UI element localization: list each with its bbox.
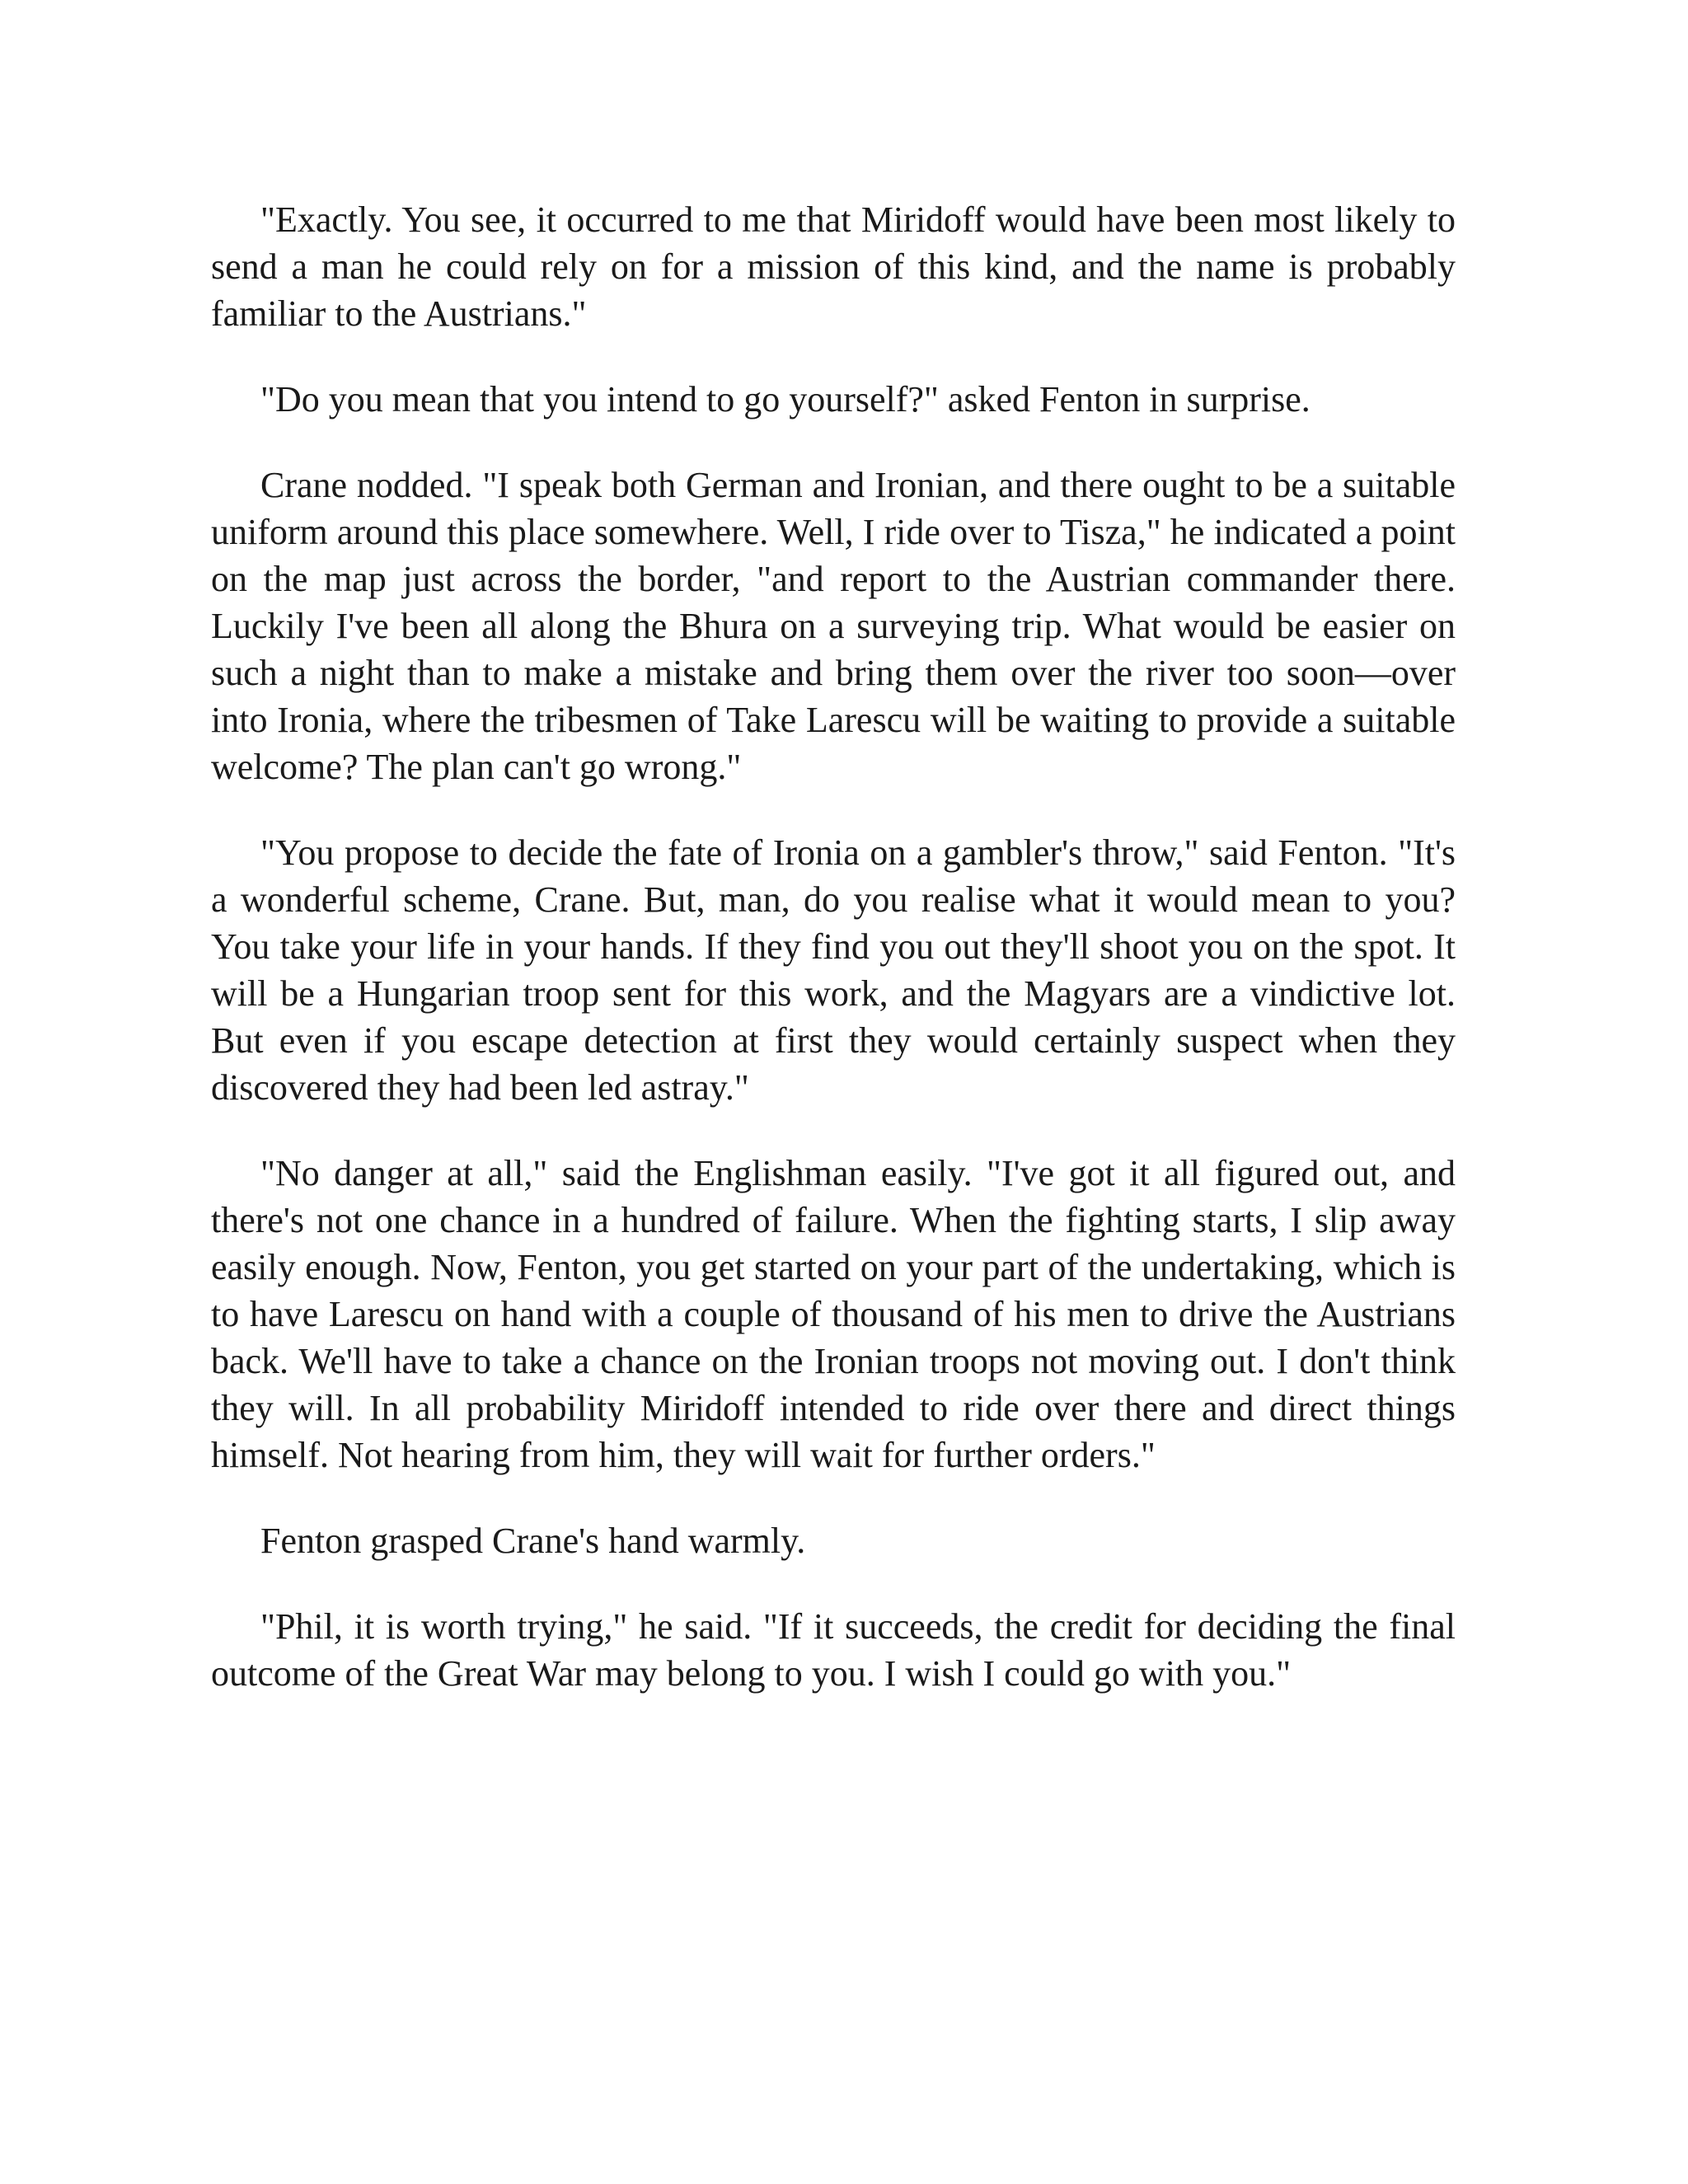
page-body <box>211 196 1456 1697</box>
paragraph-4: "You propose to decide the fate of Ironia on a gambler's throw," said Fenton. "It's a wonderful scheme, Crane. But, man, do you realise what it would mean to you? You take your life in your hands. If they find you out they'll shoot you on the spot. It will be a Hungarian troop sent for this work, and the Magyars are a vindictive lot. But even if you escape detection at first they would certainly suspect when they discovered they had been led astray." <box>211 832 1456 1108</box>
paragraph-3: Crane nodded. "I speak both German and Ironian, and there ought to be a suitable uniform around this place somewhere. Well, I ride over to Tisza," he indicated a point on the map just across the border, "and report to the Austrian commander there. Luckily I've been all along the Bhura on a surveying trip. What would be easier on such a night than to make a mistake and bring them over the river too soon—over into Ironia, where the tribesmen of Take Larescu will be waiting to provide a suitable welcome? The plan can't go wrong." <box>211 465 1456 787</box>
paragraph-1: "Exactly. You see, it occurred to me that Miridoff would have been most likely to send a man he could rely on for a mission of this kind, and the name is probably familiar to the Austrians." <box>211 199 1456 334</box>
paragraph-2: "Do you mean that you intend to go yourself?" asked Fenton in surprise. <box>260 379 1311 419</box>
paragraph-7: "Phil, it is worth trying," he said. "If it succeeds, the credit for deciding the final outcome of the Great War may belong to you. I wish I could go with you." <box>211 1606 1456 1694</box>
paragraph-6: Fenton grasped Crane's hand warmly. <box>260 1521 806 1561</box>
paragraph-5: "No danger at all," said the Englishman easily. "I've got it all figured out, and there's not one chance in a hundred of failure. When the fighting starts, I slip away easily enough. Now, Fenton, you get started on your part of the undertaking, which is to have Larescu on hand with a couple of thousand of his men to drive the Austrians back. We'll have to take a chance on the Ironian troops not moving out. I don't think they will. In all probability Miridoff intended to ride over there and direct things himself. Not hearing from him, they will wait for further orders." <box>211 1153 1456 1475</box>
